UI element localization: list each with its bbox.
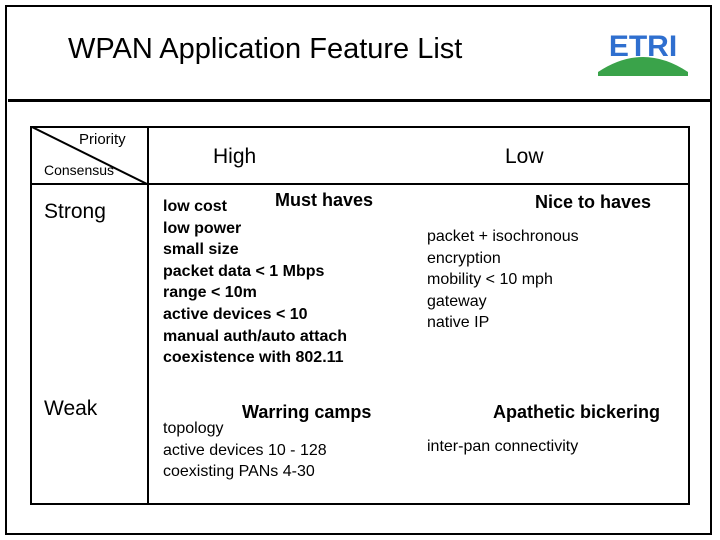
apathetic-bickering-list [427, 436, 578, 458]
title-divider [8, 99, 712, 102]
list-item: active devices < 10 [163, 305, 308, 323]
warring-camps-list [163, 418, 327, 483]
nice-to-haves-title: Nice to haves [535, 192, 652, 212]
list-item: coexisting PANs 4-30 [163, 463, 315, 481]
apathetic-bickering-title: Apathetic bickering [493, 402, 661, 422]
warring-camps-title: Warring camps [242, 402, 372, 422]
etri-logo [596, 22, 690, 76]
consensus-axis-label: Consensus [44, 162, 115, 178]
list-item: coexistence with 802.11 [163, 349, 344, 367]
list-item: gateway [427, 292, 487, 310]
row-header-strong: Strong [44, 200, 106, 223]
column-header-high: High [213, 145, 257, 168]
nice-to-haves-list [427, 226, 579, 334]
list-item: small size [163, 241, 239, 259]
list-item: packet data < 1 Mbps [163, 262, 325, 280]
list-item: low power [163, 219, 242, 237]
list-item: manual auth/auto attach [163, 327, 348, 345]
row-header-weak: Weak [44, 397, 98, 420]
list-item: packet + isochronous [427, 228, 579, 245]
list-item: topology [163, 420, 224, 437]
list-item: range < 10m [163, 284, 257, 302]
list-item: encryption [427, 249, 501, 267]
list-item: low cost [163, 198, 228, 215]
priority-axis-label: Priority [79, 131, 126, 148]
list-item: active devices 10 - 128 [163, 441, 327, 459]
list-item: native IP [427, 314, 490, 332]
must-haves-list [163, 196, 347, 369]
list-item: inter-pan connectivity [427, 438, 579, 455]
logo-text: ETRI [608, 30, 678, 63]
list-item: mobility < 10 mph [427, 271, 553, 289]
must-haves-title: Must haves [275, 190, 374, 210]
column-header-low: Low [505, 145, 544, 168]
slide-title: WPAN Application Feature List [68, 33, 463, 65]
